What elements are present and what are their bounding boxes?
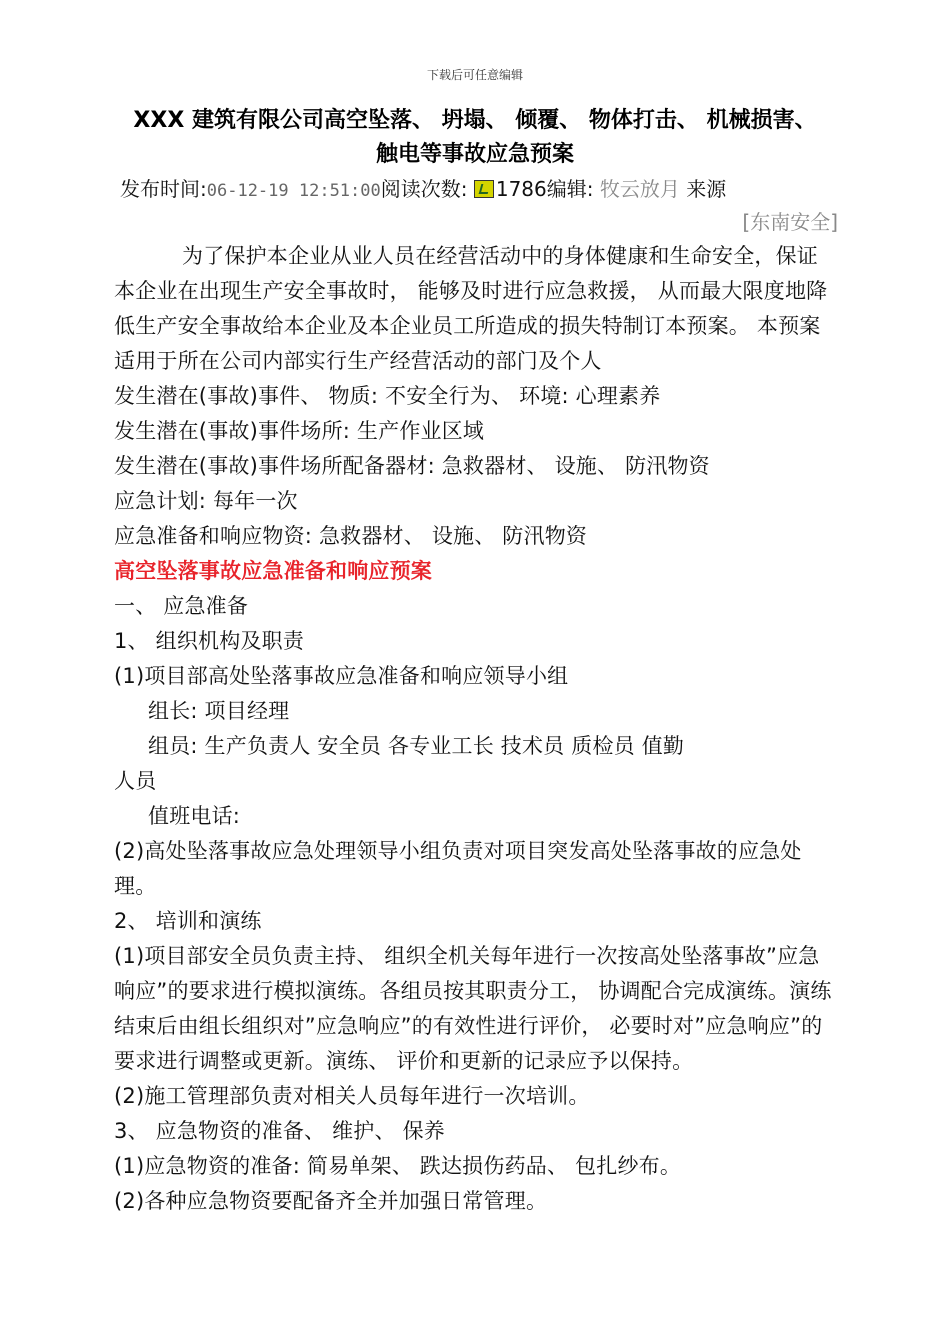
body-paragraph: (1)项目部安全员负责主持、 组织全机关每年进行一次按高处坠落事故”应急响应”的要求进行模拟演练。各组员按其职责分工， 协调配合完成演练。演练结束后由组长组织对”应急响应”的有效性进行评价， 必要时对”应急响应”的要求进行调整或更新。演练、 评价和更新的记录应予以保持。 xyxy=(114,944,832,1073)
body-paragraph: 应急准备和响应物资: 急救器材、 设施、 防汛物资 xyxy=(114,524,588,548)
source-name: [东南安全] xyxy=(742,210,838,234)
body-paragraph: 人员 xyxy=(114,769,157,793)
document-title-line2: 触电等事故应急预案 xyxy=(375,142,574,167)
body-paragraph: 发生潜在(事故)事件场所: 生产作业区域 xyxy=(114,419,485,443)
body-paragraph: 值班电话: xyxy=(148,804,241,828)
publish-time-label: 发布时间: xyxy=(120,177,207,201)
body-paragraph: 应急计划: 每年一次 xyxy=(114,489,298,513)
body-paragraph: 为了保护本企业从业人员在经营活动中的身体健康和生命安全，保证本企业在出现生产安全事故时， 能够及时进行应急救援， 从而最大限度地降低生产安全事故给本企业及本企业员工所造成的损失特制订本预案。 本预案适用于所在公司内部实行生产经营活动的部门及个人 xyxy=(114,244,828,373)
read-count-icon xyxy=(474,180,494,198)
body-paragraph: (1)应急物资的准备: 简易单架、 跌达损伤药品、 包扎纱布。 xyxy=(114,1154,682,1178)
document-title-line1: XXX 建筑有限公司高空坠落、 坍塌、 倾覆、 物体打击、 机械损害、 xyxy=(133,108,817,133)
body-paragraph: 组员: 生产负责人 安全员 各专业工长 技术员 质检员 值勤 xyxy=(148,734,685,758)
body-paragraph: (1)项目部高处坠落事故应急准备和响应领导小组 xyxy=(114,664,569,688)
body-paragraph: 1、 组织机构及职责 xyxy=(114,629,305,653)
body-paragraph: 2、 培训和演练 xyxy=(114,909,262,933)
body-paragraph: (2)施工管理部负责对相关人员每年进行一次培训。 xyxy=(114,1084,590,1108)
body-paragraph: (2)各种应急物资要配备齐全并加强日常管理。 xyxy=(114,1189,548,1213)
body-paragraph: 组长: 项目经理 xyxy=(148,699,290,723)
read-count-label: 阅读次数: xyxy=(380,177,468,201)
body-paragraph: (2)高处坠落事故应急处理领导小组负责对项目突发高处坠落事故的应急处理。 xyxy=(114,839,802,898)
source-label: 来源 xyxy=(686,177,727,201)
article-meta xyxy=(120,174,840,206)
editor-name: 牧云放月 xyxy=(599,177,680,201)
body-paragraph: 发生潜在(事故)事件场所配备器材: 急救器材、 设施、 防汛物资 xyxy=(114,454,710,478)
body-paragraph: 一、 应急准备 xyxy=(114,594,249,618)
page-header-note: 下载后可任意编辑 xyxy=(426,68,523,82)
publish-time: 06-12-19 12:51:00 xyxy=(206,181,381,201)
body-paragraph: 发生潜在(事故)事件、 物质: 不安全行为、 环境: 心理素养 xyxy=(114,384,661,408)
document-body xyxy=(114,239,838,1219)
section-heading: 高空坠落事故应急准备和响应预案 xyxy=(114,559,432,583)
body-paragraph: 3、 应急物资的准备、 维护、 保养 xyxy=(114,1119,445,1143)
read-count: 1786 xyxy=(495,177,547,201)
editor-label: 编辑: xyxy=(546,177,594,201)
